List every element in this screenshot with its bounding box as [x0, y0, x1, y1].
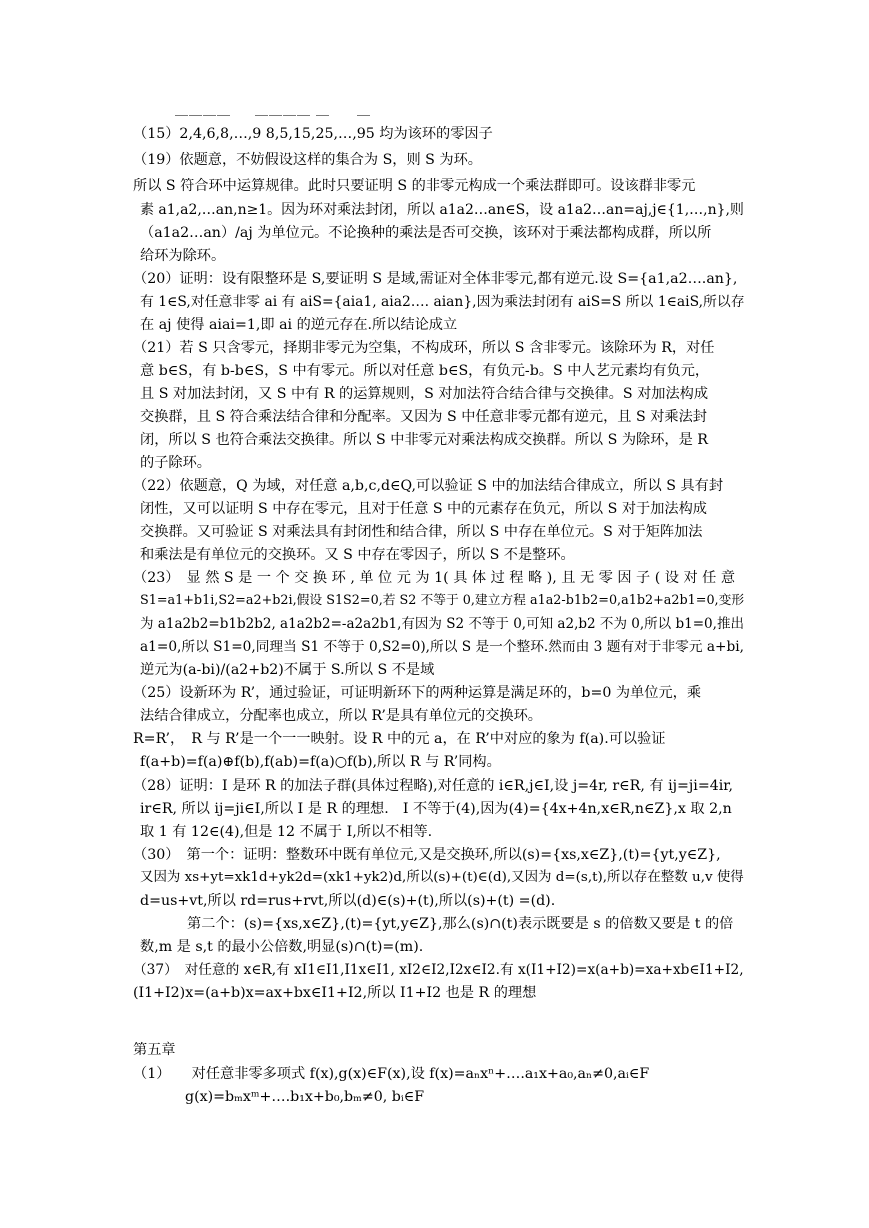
- answer-line: 且 S 对加法封闭，又 S 中有 R 的运算规则，S 对加法符合结合律与交换律。S 对加法构成: [140, 386, 709, 402]
- answer-line: 为 a1a2b2=b1b2b2, a1a2b2=-a2a2b1,有因为 S2 不等于 0,可知 a2,b2 不为 0,所以 b1=0,推出: [140, 616, 744, 632]
- answer-line: d=us+vt,所以 rd=rus+rvt,所以(d)∈(s)+(t),所以(s)+(t) =(d).: [140, 893, 556, 909]
- answer-line: g(x)=bₘxᵐ+….b₁x+b₀,bₘ≠0, bᵢ∈F: [185, 1089, 425, 1105]
- blank-underline: ＿＿＿＿: [255, 103, 312, 118]
- answer-line: R=R’， R 与 R’是一个一一映射。设 R 中的元 a，在 R’中对应的象为 f(a).可以验证: [133, 731, 666, 747]
- answer-line: （15）2,4,6,8,…,9 8,5,15,25,…,95 均为该环的零因子: [133, 126, 493, 142]
- blank-underline: ＿＿＿＿: [175, 103, 232, 118]
- answer-line: ir∈R, 所以 ij=ji∈I,所以 I 是 R 的理想. I 不等于(4),因为(4)={4x+4n,x∈R,n∈Z},x 取 2,n: [140, 801, 732, 817]
- answer-line: 又因为 xs+yt=xk1d+yk2d=(xk1+yk2)d,所以(s)+(t)∈(d),又因为 d=(s,t),所以存在整数 u,v 使得: [140, 870, 744, 885]
- answer-line: 的子除环。: [140, 455, 211, 471]
- answer-line: （21）若 S 只含零元，择期非零元为空集，不构成环，所以 S 含非零元。该除环为 R，对任: [133, 340, 715, 356]
- answer-line: （22）依题意，Q 为域，对任意 a,b,c,d∈Q,可以验证 S 中的加法结合律成立，所以 S 具有封: [133, 478, 724, 494]
- chapter-title: 第五章: [133, 1042, 176, 1058]
- answer-line: 素 a1,a2,…an,n≥1。因为环对乘法封闭，所以 a1a2…an∈S，设 a1a2…an=aj,j∈{1,…,n},则: [140, 202, 744, 218]
- answer-line: （a1a2…an）/aj 为单位元。不论換种的乘法是否可交换，该环对于乘法都构成群，所以所: [140, 225, 712, 241]
- answer-line: （1） 对任意非零多项式 f(x),g(x)∈F(x),设 f(x)=aₙxⁿ+….a₁x+a₀,aₙ≠0,aᵢ∈F: [133, 1066, 650, 1082]
- answer-line: 和乘法是有单位元的交换环。又 S 中存在零因子，所以 S 不是整环。: [140, 547, 575, 563]
- answer-line: （28）证明：I 是环 R 的加法子群(具体过程略),对任意的 i∈R,j∈I,设 j=4r, r∈R, 有 ij=ji=4ir,: [133, 778, 734, 794]
- answer-line: 交换群，且 S 符合乘法结合律和分配率。又因为 S 中任意非零元都有逆元，且 S 对乘法封: [140, 409, 707, 425]
- answer-line: （19）依题意，不妨假设这样的集合为 S，则 S 为环。: [133, 152, 482, 168]
- answer-line: （25）设新环为 R’，通过验证，可证明新环下的两种运算是满足环的，b=0 为单位元，乘: [133, 685, 702, 701]
- answer-line: (I1+I2)x=(a+b)x=ax+bx∈I1+I2,所以 I1+I2 也是 R 的理想: [133, 985, 537, 1001]
- answer-line: 闭，所以 S 也符合乘法交换律。所以 S 中非零元对乘法构成交换群。所以 S 为除环，是 R: [140, 432, 708, 448]
- answer-line: 有 1∈S,对任意非零 ai 有 aiS={aia1, aia2…. aian},因为乘法封闭有 aiS=S 所以 1∈aiS,所以存: [140, 294, 745, 310]
- answer-line: 交换群。又可验证 S 对乘法具有封闭性和结合律，所以 S 中存在单位元。S 对于矩阵加法: [140, 524, 703, 540]
- answer-line: 取 1 有 12∈(4),但是 12 不属于 I,所以不相等.: [140, 824, 433, 840]
- answer-line: f(a+b)=f(a)⊕f(b),f(ab)=f(a)○f(b),所以 R 与 R’同构。: [140, 754, 501, 770]
- answer-line: 数,m 是 s,t 的最小公倍数,明显(s)∩(t)=(m).: [140, 939, 424, 955]
- answer-line: 在 aj 使得 aiai=1,即 ai 的逆元存在.所以结论成立: [140, 317, 458, 333]
- answer-line: （23） 显 然 S 是 一 个 交 换 环 , 单 位 元 为 1( 具 体 过 程 略 ), 且 无 零 因 子 ( 设 对 任 意: [133, 570, 736, 586]
- answer-line: （37） 对任意的 x∈R,有 xI1∈I1,I1x∈I1, xI2∈I2,I2x∈I2.有 x(I1+I2)=x(a+b)=xa+xb∈I1+I2,: [133, 962, 744, 978]
- answer-line: 法结合律成立，分配率也成立，所以 R’是具有单位元的交换环。: [140, 708, 542, 724]
- answer-line: （20）证明：设有限整环是 S,要证明 S 是域,需证对全体非零元,都有逆元.设 S={a1,a2….an},: [133, 271, 738, 287]
- answer-line: 第二个：(s)={xs,x∈Z},(t)={yt,y∈Z},那么(s)∩(t)表示既要是 s 的倍数又要是 t 的倍: [187, 916, 734, 932]
- answer-line: 逆元为(a-bi)/(a2+b2)不属于 S.所以 S 不是域: [140, 662, 435, 678]
- blank-underline: ＿: [316, 103, 331, 118]
- answer-line: 闭性，又可以证明 S 中存在零元，且对于任意 S 中的元素存在负元，所以 S 对于加法构成: [140, 501, 707, 517]
- answer-line: （30） 第一个：证明：整数环中既有单位元,又是交换环,所以(s)={xs,x∈Z},(t)={yt,y∈Z},: [133, 847, 721, 863]
- blank-underline: ＿: [357, 103, 372, 118]
- answer-line: S1=a1+b1i,S2=a2+b2i,假设 S1S2=0,若 S2 不等于 0,建立方程 a1a2-b1b2=0,a1b2+a2b1=0,变形: [140, 593, 745, 608]
- answer-line: 所以 S 符合环中运算规律。此时只要证明 S 的非零元构成一个乘法群即可。设该群非零元: [133, 178, 696, 194]
- answer-line: a1=0,所以 S1=0,同理当 S1 不等于 0,S2=0),所以 S 是一个整环.然而由 3 题有对于非零元 a+bi,: [140, 639, 745, 655]
- answer-line: 给环为除环。: [140, 248, 226, 264]
- answer-line: 意 b∈S，有 b-b∈S，S 中有零元。所以对任意 b∈S，有负元-b。S 中人艺元素均有负元，: [140, 363, 710, 379]
